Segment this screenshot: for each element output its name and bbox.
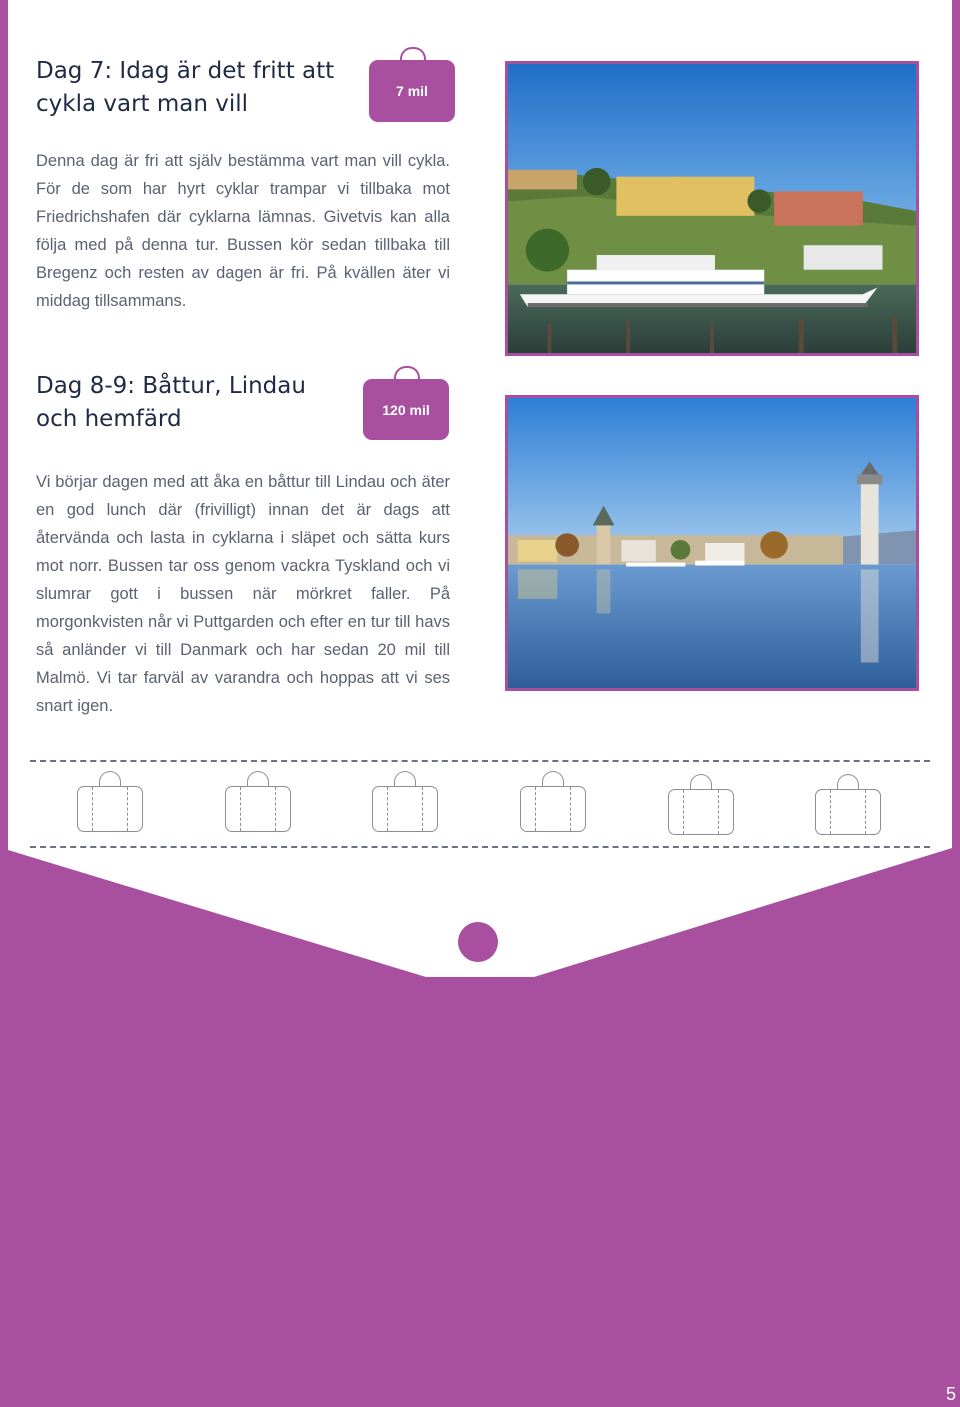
section-body-day-8-9: Vi börjar dagen med att åka en båttur till Lindau och äter en god lunch där (frivilligt) innan det är dags att återvända och lasta in cyklarna i släpet och sätta kurs mot norr. Bussen tar oss genom vackra Tyskland och vi slumrar gott i bussen när mörkret faller. På morgonkvisten når vi Puttgarden och efter en tur till havs så anländer vi till Danmark och har sedan 20 mil till Malmö. Vi tar farväl av varandra och hoppas att vi ses snart igen. <box>36 473 450 715</box>
divider-bottom <box>30 846 930 848</box>
bag-outline-icon <box>225 786 291 832</box>
lindau-image <box>508 398 916 688</box>
bag-outline-icon <box>815 789 881 835</box>
bag-outline-icon <box>668 789 734 835</box>
title-line: Dag 8-9: Båttur, Lindau <box>36 373 306 399</box>
bag-outline-icon <box>77 786 143 832</box>
left-border <box>0 0 8 850</box>
ferry-image <box>508 64 916 353</box>
photo-lindau-harbour <box>505 395 919 691</box>
title-line: Dag 7: Idag är det fritt att <box>36 58 335 84</box>
bag-outline-icon <box>520 786 586 832</box>
photo-ferry-meersburg <box>505 61 919 356</box>
distance-badge <box>369 60 455 122</box>
distance-badge <box>363 379 449 440</box>
title-line: cykla vart man vill <box>36 91 249 117</box>
section-title-day-7 <box>36 55 334 121</box>
right-border <box>952 0 960 848</box>
section-body-day-7: Denna dag är fri att själv bestämma vart man vill cykla. För de som har hyrt cyklar trampar vi tillbaka mot Friedrichshafen där cyklarna lämnas. Givetvis kan alla följa med på denna tur. Bussen kör sedan tillbaka till Bregenz och resten av dagen är fri. På kvällen äter vi middag tillsammans. <box>36 152 450 310</box>
section-title-day-8-9 <box>36 370 306 436</box>
divider-top <box>30 760 930 762</box>
title-line: och hemfärd <box>36 406 182 432</box>
bag-outline-icon <box>372 786 438 832</box>
distance-label: 7 mil <box>396 83 428 99</box>
page-number: 5 <box>945 1384 956 1404</box>
decorative-dot <box>458 922 498 962</box>
distance-label: 120 mil <box>382 401 430 418</box>
